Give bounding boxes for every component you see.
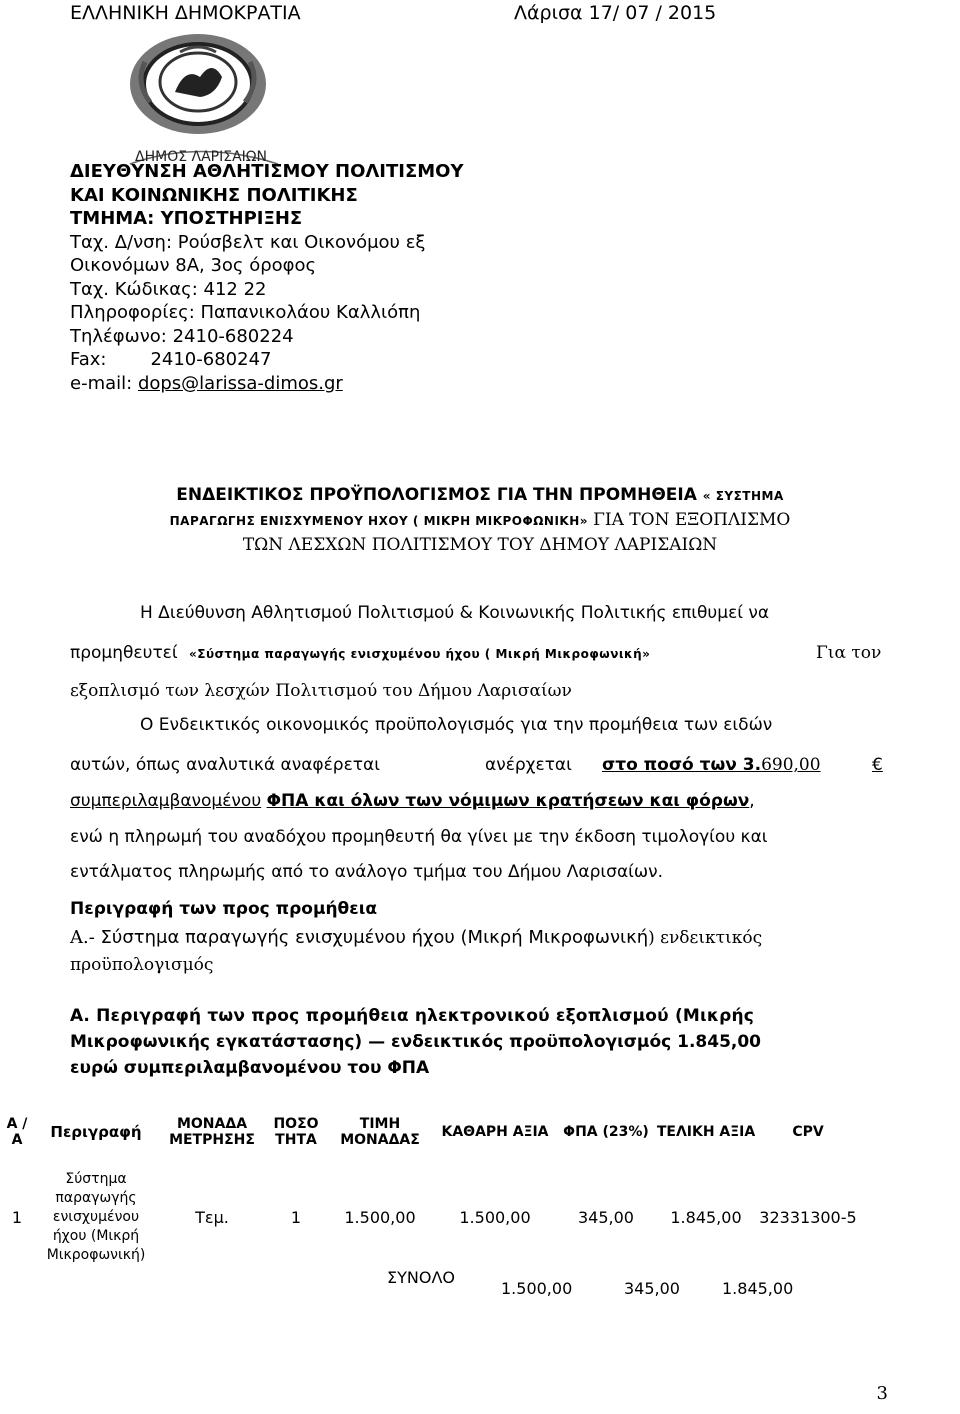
para1-line2 — [70, 643, 650, 663]
fax-label: Fax: — [70, 349, 107, 370]
sum-net: 1.500,00 — [501, 1279, 573, 1298]
para1-line1: Η Διεύθυνση Αθλητισμού Πολιτισμού & Κοινωνικής Πολιτικής επιθυμεί να — [140, 603, 770, 623]
para2-amount-value: 690,00 — [761, 755, 821, 775]
email-link[interactable]: dops@larissa-dimos.gr — [137, 372, 343, 394]
postal-code: Ταχ. Κώδικας: 412 22 — [70, 278, 267, 300]
th-cpv: CPV — [792, 1124, 824, 1140]
th-total: ΤΕΛΙΚΗ ΑΞΙΑ — [656, 1124, 756, 1140]
logo-text: ΔΗΜΟΣ ΛΑΡΙΣΑΙΩΝ — [135, 149, 267, 165]
th-qty: ΠΟΣΟ ΤΗΤΑ — [273, 1116, 319, 1148]
title-part-1: ΕΝΔΕΙΚΤΙΚΟΣ ΠΡΟΫΠΟΛΟΓΙΣΜΟΣ ΓΙΑ ΤΗΝ ΠΡΟΜΗΘΕΙΑ — [176, 485, 697, 505]
th-net: ΚΑΘΑΡΗ ΑΞΙΑ — [441, 1124, 549, 1140]
date: Λάρισα 17/ 07 / 2015 — [514, 2, 717, 24]
section-a-line1: Α. Περιγραφή των προς προμήθεια ηλεκτρονικού εξοπλισμού (Μικρής — [70, 1006, 755, 1026]
contact-person: Πληροφορίες: Παπανικολάου Καλλιόπη — [70, 302, 421, 323]
street-line-2: Οικονόμων 8Α, 3ος όροφος — [70, 255, 317, 276]
para1-line3: εξοπλισμό των λεσχών Πολιτισμού του Δήμου Λαρισαίων — [70, 681, 572, 701]
dept-line-2: ΚΑΙ ΚΟΙΝΩΝΙΚΗΣ ΠΟΛΙΤΙΚΗΣ — [70, 184, 358, 206]
street-line-1: Ταχ. Δ/νση: Ρούσβελτ και Οικονόμου εξ — [70, 231, 426, 253]
td-unit-price: 1.500,00 — [344, 1207, 416, 1227]
desc-a-indicative: ) ενδεικτικός — [648, 928, 763, 948]
td-qty: 1 — [290, 1207, 302, 1227]
para5-line: εντάλματος πληρωμής από το ανάλογο τμήμα του Δήμου Λαρισαίων. — [70, 862, 664, 882]
th-vat: ΦΠΑ (23%) — [563, 1124, 649, 1140]
td-unit: Τεμ. — [195, 1207, 229, 1227]
table-row — [0, 1167, 860, 1267]
description-heading: Περιγραφή των προς προμήθεια — [70, 899, 377, 919]
section-a-line3: ευρώ συμπεριλαμβανομένου του ΦΠΑ — [70, 1058, 430, 1078]
document-title — [0, 483, 960, 557]
title-line-2 — [0, 508, 960, 533]
th-unit-price: ΤΙΜΗ ΜΟΝΑΔΑΣ — [340, 1116, 420, 1148]
para4-line: ενώ η πληρωμή του αναδόχου προμηθευτή θα γίνει με την έκδοση τιμολογίου και — [70, 827, 768, 847]
sum-vat: 345,00 — [624, 1279, 680, 1298]
td-aa: 1 — [11, 1207, 23, 1227]
sum-label: ΣΥΝΟΛΟ — [387, 1268, 455, 1287]
para2-amount-line — [602, 755, 821, 775]
desc-a-item: Σύστημα παραγωγής ενισχυμένου ήχου (Μικρή Μικροφωνική — [100, 927, 649, 948]
th-description: Περιγραφή — [50, 1123, 142, 1141]
para3-including: συμπεριλαμβανομένου — [70, 791, 262, 811]
email-line — [70, 372, 464, 396]
td-cpv: 32331300-5 — [759, 1207, 857, 1227]
fax-line — [70, 348, 464, 372]
items-table — [0, 1097, 860, 1267]
dept-line-3: ΤΜΗΜΑ: ΥΠΟΣΤΗΡΙΞΗΣ — [70, 208, 303, 229]
description-budget: προϋπολογισμός — [70, 955, 214, 975]
description-a-line — [70, 927, 762, 948]
para3-comma: , — [749, 791, 755, 811]
title-part-2: « ΣΥΣΤΗΜΑ — [702, 489, 784, 503]
email-label: e-mail: — [70, 372, 133, 394]
para3-line — [70, 791, 755, 811]
para1-item-name: «Σύστημα παραγωγής ενισχυμένου ήχου ( Μικρή Μικροφωνική» — [189, 647, 651, 661]
address-block — [70, 160, 464, 395]
euro-sign: € — [872, 755, 883, 775]
desc-a-label: Α.- — [70, 927, 95, 948]
td-description: Σύστημα παραγωγής ενισχυμένου ήχου (Μικρή Μικροφωνική) — [46, 1170, 146, 1263]
title-line-1 — [0, 483, 960, 508]
title-part-4: ΓΙΑ ΤΟΝ ΕΞΟΠΛΙΣΜΟ — [593, 510, 791, 530]
page-number: 3 — [876, 1383, 888, 1404]
para2-line2 — [70, 755, 380, 775]
phone: Τηλέφωνο: 2410-680224 — [70, 325, 294, 347]
para2-described: αυτών, όπως αναλυτικά αναφέρεται — [70, 755, 380, 775]
td-total: 1.845,00 — [670, 1207, 742, 1227]
republic-header: ΕΛΛΗΝΙΚΗ ΔΗΜΟΚΡΑΤΙΑ — [70, 2, 301, 24]
sum-total: 1.845,00 — [722, 1279, 794, 1298]
para2-amount-prefix: στο ποσό των 3. — [602, 755, 762, 775]
para1-procure: προμηθευτεί — [70, 643, 178, 663]
municipality-logo — [120, 22, 282, 170]
para1-for: Για τον — [816, 643, 882, 663]
th-aa: Α / Α — [6, 1116, 28, 1148]
th-unit: ΜΟΝΑΔΑ ΜΕΤΡΗΣΗΣ — [169, 1116, 255, 1148]
fax-number: 2410-680247 — [150, 349, 272, 370]
section-a-line2: Μικροφωνικής εγκατάστασης) — ενδεικτικός προϋπολογισμός 1.845,00 — [70, 1032, 762, 1052]
para2-line1: Ο Ενδεικτικός οικονομικός προϋπολογισμός για την προμήθεια των ειδών — [140, 715, 773, 735]
para2-amounts: ανέρχεται — [485, 755, 572, 775]
para3-taxes: ΦΠΑ και όλων των νόμιμων κρατήσεων και φόρων — [266, 791, 750, 811]
table-header-row — [0, 1097, 860, 1167]
dept-line-1: ΔΙΕΥΘΥΝΣΗ ΑΘΛΗΤΙΣΜΟΥ ΠΟΛΙΤΙΣΜΟΥ — [70, 161, 464, 182]
td-net: 1.500,00 — [459, 1207, 531, 1227]
td-vat: 345,00 — [578, 1207, 634, 1227]
title-part-3: ΠΑΡΑΓΩΓΗΣ ΕΝΙΣΧΥΜΕΝΟΥ ΗΧΟΥ ( ΜΙΚΡΗ ΜΙΚΡΟΦΩΝΙΚΗ» — [169, 514, 589, 528]
title-line-3: ΤΩΝ ΛΕΣΧΩΝ ΠΟΛΙΤΙΣΜΟΥ ΤΟΥ ΔΗΜΟΥ ΛΑΡΙΣΑΙΩΝ — [242, 535, 718, 555]
